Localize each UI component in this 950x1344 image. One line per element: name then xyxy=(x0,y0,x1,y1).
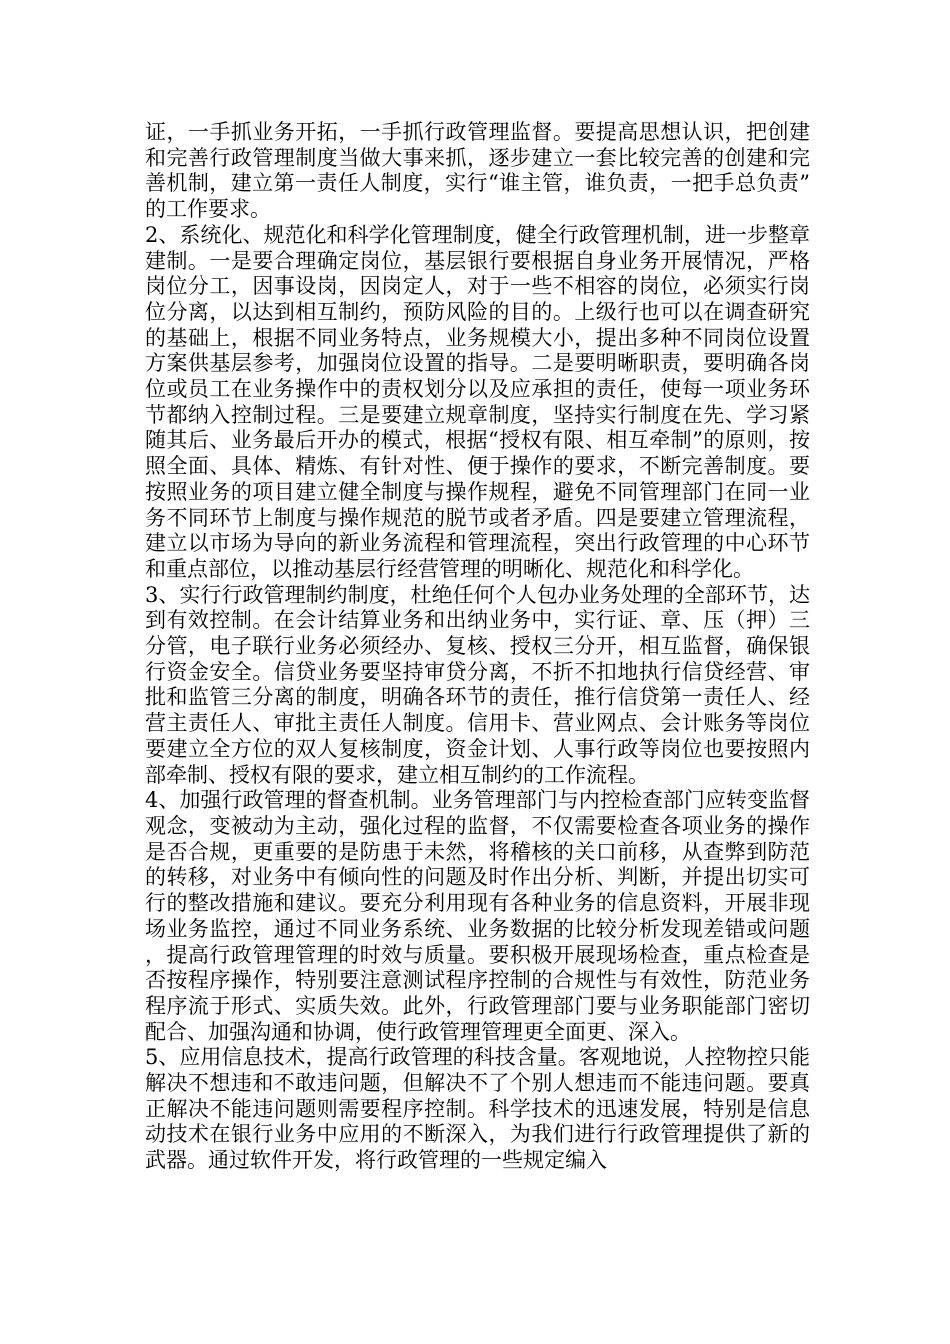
paragraph-item-5: 5、应用信息技术，提高行政管理的科技含量。客观地说，人控物控只能解决不想违和不敢违问题，但解决不了个别人想违而不能违问题。要真正解决不能违问题则需要程序控制。科学技术的迅速发展，特别是信息动技术在银行业务中应用的不断深入，为我们进行行政管理提供了新的武器。通过软件开发，将行政管理的一些规定编入 xyxy=(145,1045,810,1173)
paragraph-item-3: 3、实行行政管理制约制度，杜绝任何个人包办业务处理的全部环节，达到有效控制。在会计结算业务和出纳业务中，实行证、章、压（押）三分管，电子联行业务必须经办、复核、授权三分开，相互监督，确保银行资金安全。信贷业务要坚持审贷分离，不折不扣地执行信贷经营、审批和监管三分离的制度，明确各环节的责任，推行信贷第一责任人、经营主责任人、审批主责任人制度。信用卡、营业网点、会计账务等岗位要建立全方位的双人复核制度，资金计划、人事行政等岗位也要按照内部牵制、授权有限的要求，建立相互制约的工作流程。 xyxy=(145,582,810,787)
paragraph-item-2: 2、系统化、规范化和科学化管理制度，健全行政管理机制，进一步整章建制。一是要合理确定岗位，基层银行要根据自身业务开展情况，严格岗位分工，因事设岗，因岗定人，对于一些不相容的岗位，必须实行岗位分离，以达到相互制约，预防风险的目的。上级行也可以在调查研究的基础上，根据不同业务特点，业务规模大小，提出多种不同岗位设置方案供基层参考，加强岗位设置的指导。二是要明晰职责，要明确各岗位或员工在业务操作中的责权划分以及应承担的责任，使每一项业务环节都纳入控制过程。三是要建立规章制度，坚持实行制度在先、学习紧随其后、业务最后开办的模式，根据“授权有限、相互牵制”的原则，按照全面、具体、精炼、有针对性、便于操作的要求，不断完善制度。要按照业务的项目建立健全制度与操作规程，避免不同管理部门在同一业务不同环节上制度与操作规范的脱节或者矛盾。四是要建立管理流程，建立以市场为导向的新业务流程和管理流程，突出行政管理的中心环节和重点部位，以推动基层行经营管理的明晰化、规范化和科学化。 xyxy=(145,222,810,581)
document-body xyxy=(145,120,810,1174)
paragraph-item-4: 4、加强行政管理的督查机制。业务管理部门与内控检查部门应转变监督观念，变被动为主动，强化过程的监督，不仅需要检查各项业务的操作是否合规，更重要的是防患于未然，将稽核的关口前移，从查弊到防范的转移，对业务中有倾向性的问题及时作出分析、判断，并提出切实可行的整改措施和建议。要充分利用现有各种业务的信息资料，开展非现场业务监控，通过不同业务系统、业务数据的比较分析发现差错或问题，提高行政管理管理的时效与质量。要积极开展现场检查，重点检查是否按程序操作，特别要注意测试程序控制的合规性与有效性，防范业务程序流于形式、实质失效。此外，行政管理部门要与业务职能部门密切配合、加强沟通和协调，使行政管理管理更全面更、深入。 xyxy=(145,788,810,1044)
paragraph-continuation: 证，一手抓业务开拓，一手抓行政管理监督。要提高思想认识，把创建和完善行政管理制度当做大事来抓，逐步建立一套比较完善的创建和完善机制，建立第一责任人制度，实行“谁主管，谁负责，一把手总负责”的工作要求。 xyxy=(145,120,810,222)
